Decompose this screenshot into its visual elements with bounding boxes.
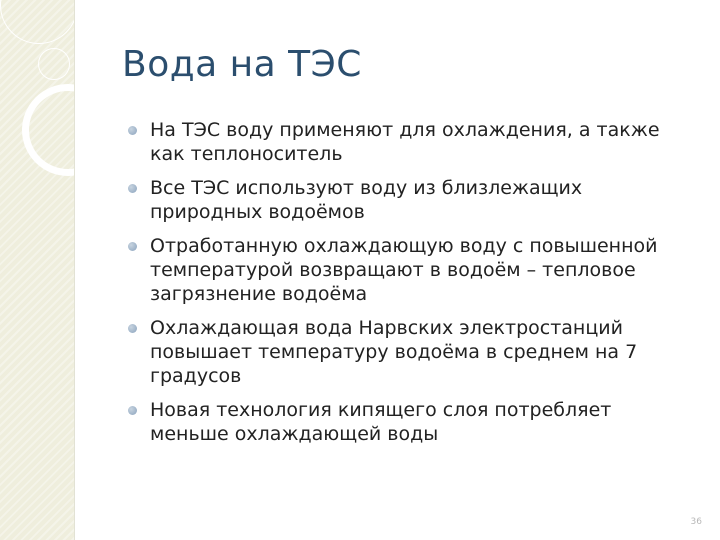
bullet-item <box>124 118 684 166</box>
decorative-ring-large <box>22 84 114 176</box>
bullet-item <box>124 398 684 446</box>
bullet-item <box>124 316 684 388</box>
bullet-item <box>124 234 684 306</box>
side-decoration-panel <box>0 0 74 540</box>
bullet-list <box>124 118 684 456</box>
bullet-dot-icon <box>128 242 137 251</box>
bullet-dot-icon <box>128 406 137 415</box>
bullet-dot-icon <box>128 126 137 135</box>
side-panel-texture <box>0 0 74 540</box>
side-panel-divider <box>74 0 75 540</box>
slide-title: Вода на ТЭС <box>122 44 362 85</box>
bullet-text: На ТЭС воду применяют для охлаждения, а также как теплоноситель <box>150 119 660 165</box>
bullet-text: Новая технология кипящего слоя потребляет меньше охлаждающей воды <box>150 399 612 445</box>
bullet-item <box>124 176 684 224</box>
page-number: 36 <box>690 517 702 527</box>
decorative-ring-small <box>38 48 70 80</box>
bullet-dot-icon <box>128 324 137 333</box>
bullet-dot-icon <box>128 184 137 193</box>
bullet-text: Все ТЭС используют воду из близлежащих природных водоёмов <box>150 177 583 223</box>
bullet-text: Отработанную охлаждающую воду с повышенной температурой возвращают в водоём – тепловое загрязнение водоёма <box>150 235 658 305</box>
bullet-text: Охлаждающая вода Нарвских электростанций повышает температуру водоёма в среднем на 7 градусов <box>150 317 638 387</box>
